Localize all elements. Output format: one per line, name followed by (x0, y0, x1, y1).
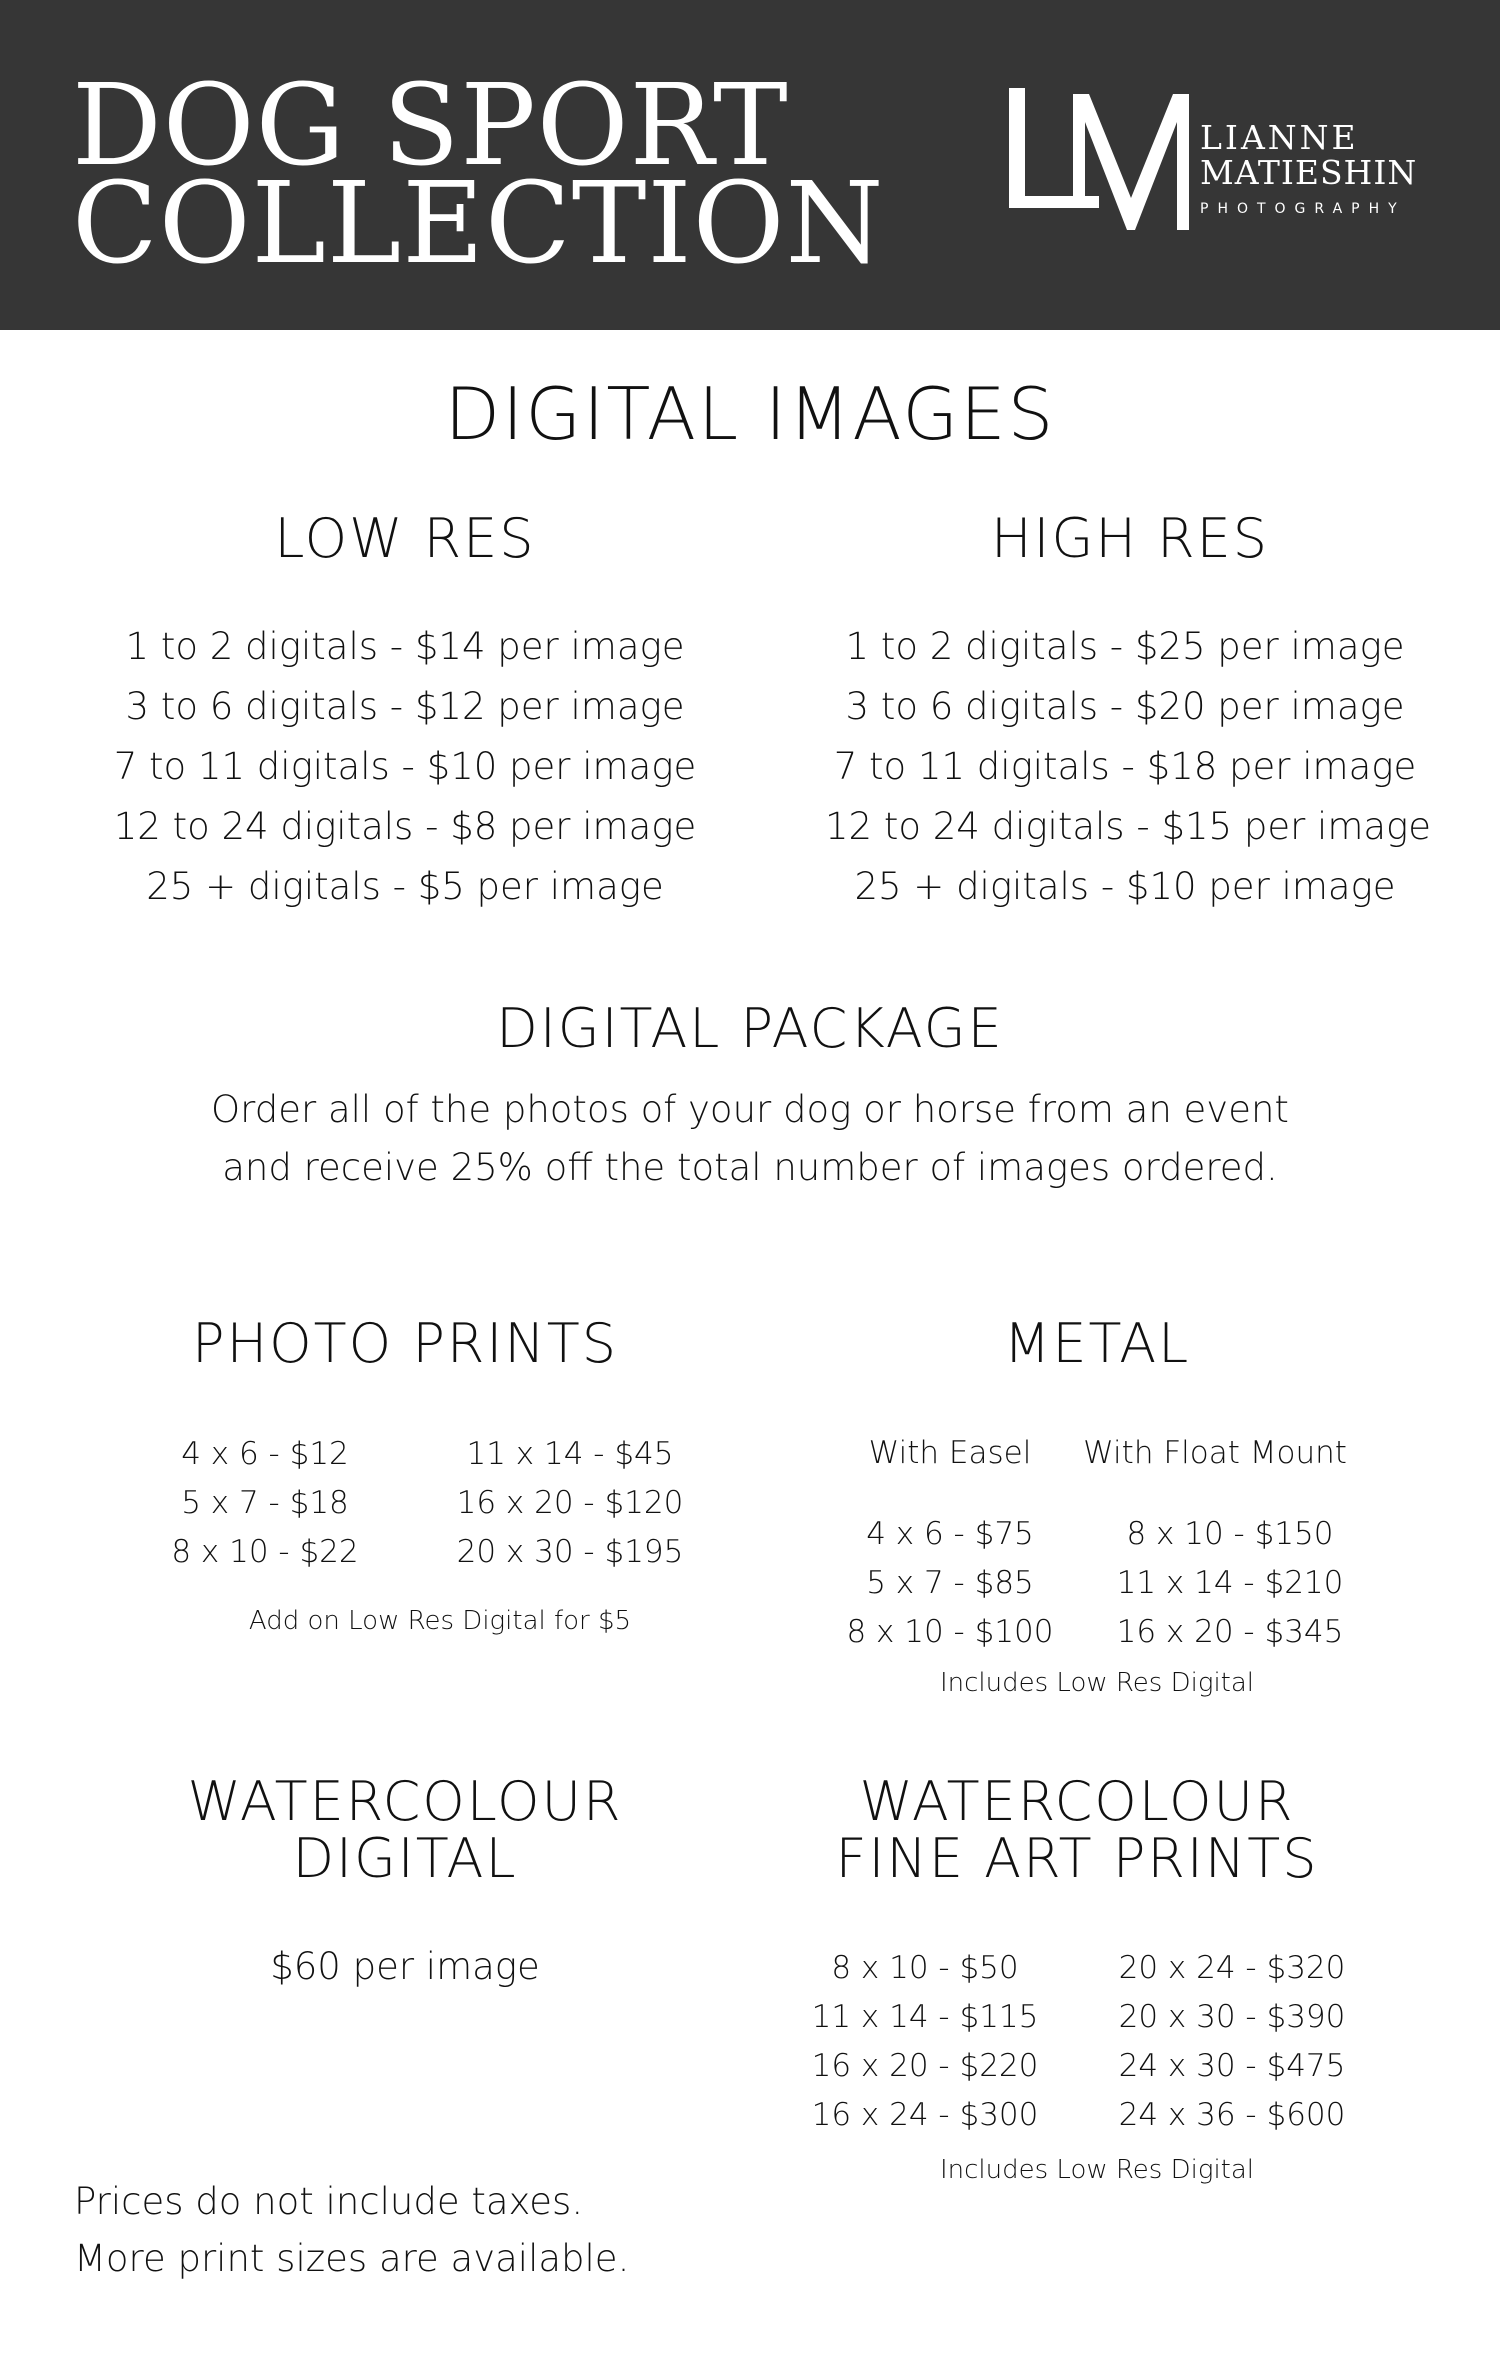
metal-price: 8 x 10 - $150 (1126, 1516, 1334, 1552)
photo-prints-heading: PHOTO PRINTS (192, 1312, 618, 1375)
photo-prints-note: Add on Low Res Digital for $5 (248, 1606, 632, 1636)
photo-print-price: 8 x 10 - $22 (171, 1534, 359, 1570)
logo-first-name: LIANNE (1200, 118, 1359, 157)
watercolour-print-price: 20 x 24 - $320 (1118, 1950, 1346, 1986)
watercolour-print-price: 11 x 14 - $115 (811, 1999, 1039, 2035)
watercolour-print-price: 24 x 30 - $475 (1118, 2048, 1346, 2084)
photo-print-price: 5 x 7 - $18 (181, 1485, 349, 1521)
collection-title-line1: DOG SPORT (72, 61, 789, 191)
metal-note: Includes Low Res Digital (939, 1668, 1255, 1698)
high-res-row: 1 to 2 digitals - $25 per image (845, 625, 1405, 668)
photo-print-price: 11 x 14 - $45 (466, 1436, 674, 1472)
footer-taxes-note: Prices do not include taxes. (74, 2180, 584, 2223)
metal-col1-header: With Easel (868, 1435, 1032, 1471)
low-res-row: 7 to 11 digitals - $10 per image (113, 745, 697, 788)
photo-print-price: 20 x 30 - $195 (456, 1534, 684, 1570)
low-res-row: 12 to 24 digitals - $8 per image (113, 805, 697, 848)
digital-package-text-line1: Order all of the photos of your dog or horse from an event (211, 1088, 1289, 1131)
watercolour-print-price: 16 x 20 - $220 (811, 2048, 1039, 2084)
digital-package-heading: DIGITAL PACKAGE (496, 997, 1004, 1060)
watercolour-prints-note: Includes Low Res Digital (939, 2155, 1255, 2185)
collection-title-line2: COLLECTION (72, 159, 885, 289)
metal-heading: METAL (1003, 1312, 1191, 1375)
metal-price: 16 x 20 - $345 (1116, 1614, 1344, 1650)
watercolour-print-price: 20 x 30 - $390 (1118, 1999, 1346, 2035)
metal-price: 5 x 7 - $85 (866, 1565, 1034, 1601)
metal-col2-header: With Float Mount (1083, 1435, 1347, 1471)
logo-last-name: MATIESHIN (1200, 153, 1418, 192)
low-res-row: 25 + digitals - $5 per image (146, 865, 664, 908)
high-res-row: 3 to 6 digitals - $20 per image (845, 685, 1405, 728)
high-res-row: 12 to 24 digitals - $15 per image (825, 805, 1432, 848)
header-banner (0, 0, 1500, 330)
lm-monogram-icon (995, 80, 1205, 250)
watercolour-digital-heading-line2: DIGITAL (292, 1827, 518, 1890)
logo-tagline: PHOTOGRAPHY (1200, 201, 1406, 217)
watercolour-digital-heading-line1: WATERCOLOUR (187, 1770, 623, 1833)
watercolour-print-price: 24 x 36 - $600 (1118, 2097, 1346, 2133)
low-res-heading: LOW RES (274, 507, 536, 570)
watercolour-prints-heading-line1: WATERCOLOUR (859, 1770, 1295, 1833)
low-res-row: 1 to 2 digitals - $14 per image (125, 625, 685, 668)
high-res-heading: HIGH RES (990, 507, 1270, 570)
photo-print-price: 16 x 20 - $120 (456, 1485, 684, 1521)
high-res-row: 7 to 11 digitals - $18 per image (833, 745, 1417, 788)
photo-print-price: 4 x 6 - $12 (181, 1436, 349, 1472)
watercolour-print-price: 8 x 10 - $50 (831, 1950, 1019, 1986)
metal-price: 8 x 10 - $100 (846, 1614, 1054, 1650)
high-res-row: 25 + digitals - $10 per image (854, 865, 1396, 908)
digital-package-text-line2: and receive 25% off the total number of images ordered. (222, 1146, 1278, 1189)
studio-logo (995, 80, 1435, 250)
watercolour-prints-heading-line2: FINE ART PRINTS (835, 1827, 1319, 1890)
footer-sizes-note: More print sizes are available. (74, 2237, 630, 2280)
watercolour-digital-price: $60 per image (270, 1945, 540, 1988)
metal-price: 4 x 6 - $75 (866, 1516, 1034, 1552)
low-res-row: 3 to 6 digitals - $12 per image (125, 685, 685, 728)
watercolour-print-price: 16 x 24 - $300 (811, 2097, 1039, 2133)
digital-images-heading: DIGITAL IMAGES (444, 372, 1056, 456)
metal-price: 11 x 14 - $210 (1116, 1565, 1344, 1601)
